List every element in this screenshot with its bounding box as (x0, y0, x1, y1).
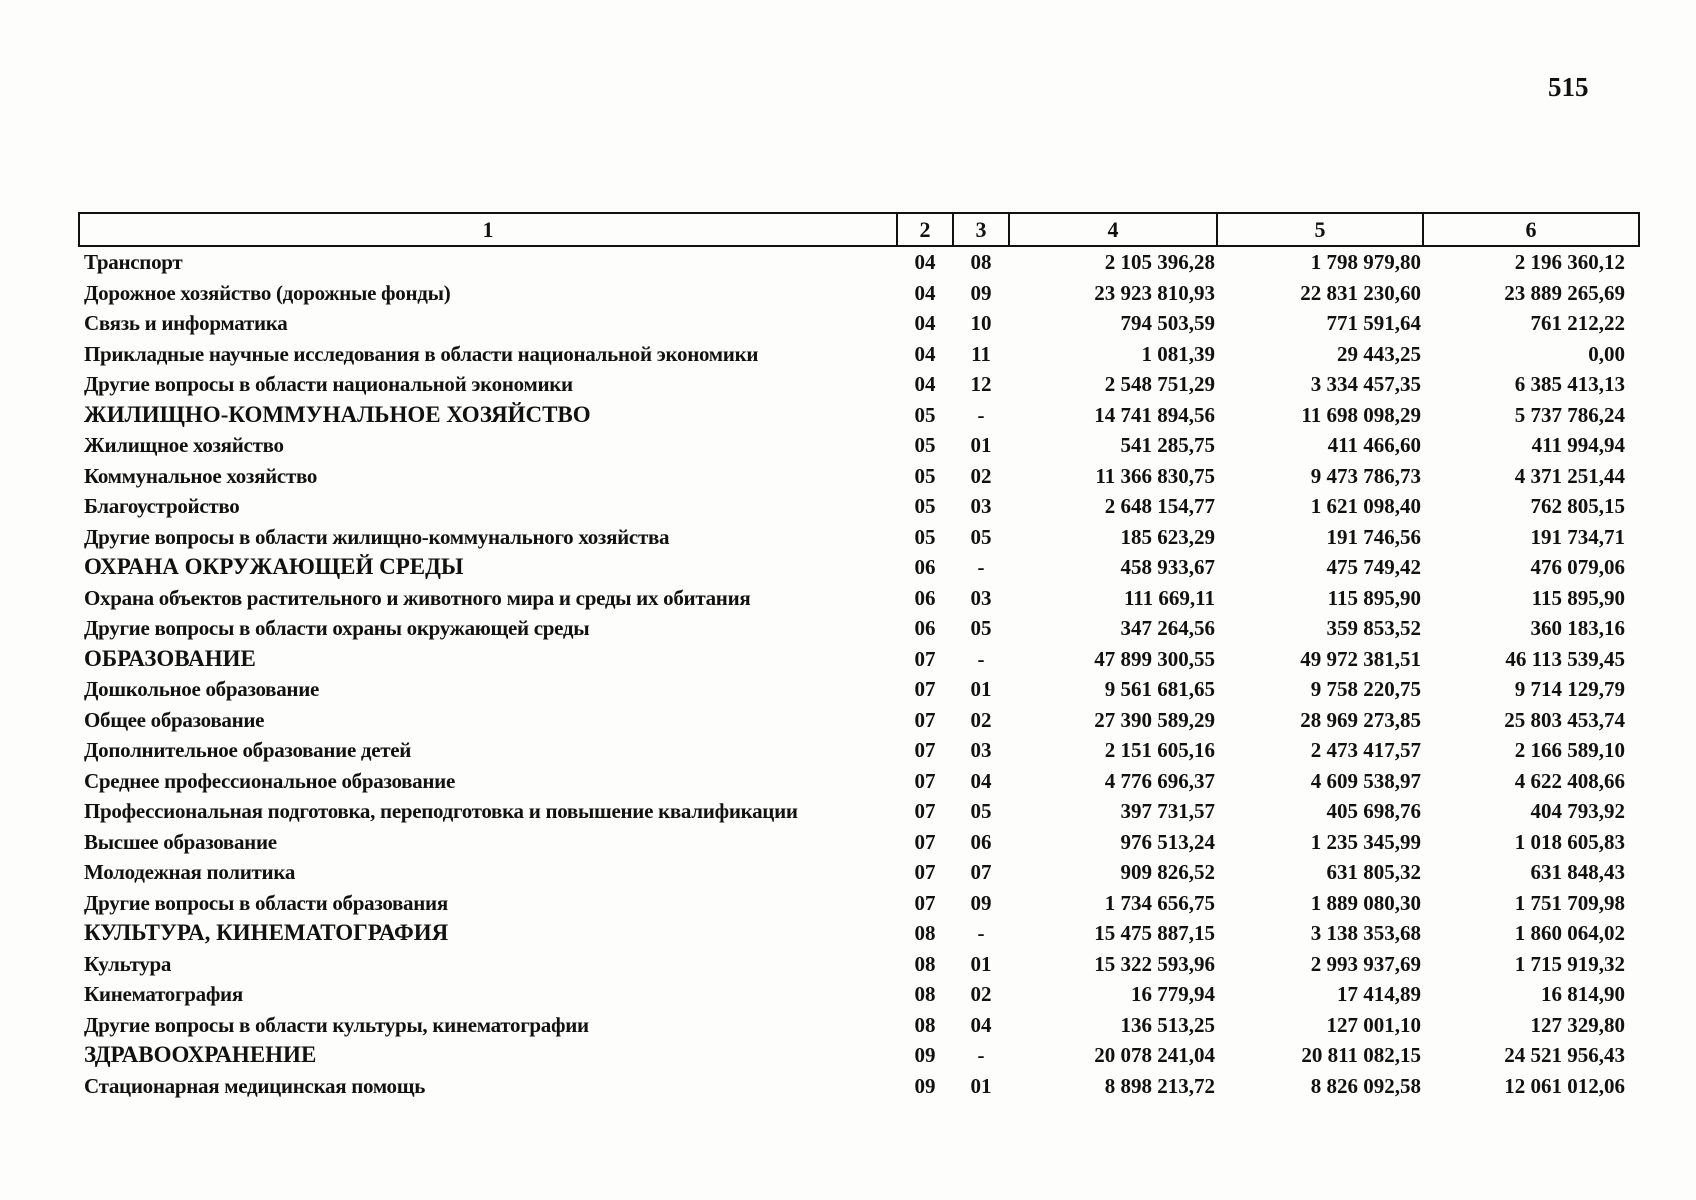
row-value-col4: 2 105 396,28 (1104, 250, 1215, 275)
row-value-col5: 127 001,10 (1326, 1012, 1421, 1037)
row-value-col5: 771 591,64 (1326, 311, 1421, 336)
row-subsection-code: 02 (970, 707, 992, 732)
row-section-code: 07 (914, 738, 936, 763)
row-section-code: 07 (914, 707, 936, 732)
row-value-col6: 24 521 956,43 (1504, 1043, 1625, 1068)
row-value-col4: 9 561 681,65 (1104, 677, 1215, 702)
row-value-col6: 476 079,06 (1530, 555, 1625, 580)
row-value-col6: 762 805,15 (1530, 494, 1625, 519)
table-row (79, 796, 1639, 827)
table-row (79, 278, 1639, 309)
row-section-code: 07 (914, 799, 936, 824)
row-value-col5: 20 811 082,15 (1301, 1043, 1421, 1068)
row-value-col4: 111 669,11 (1123, 585, 1215, 610)
row-value-col6: 411 994,94 (1531, 433, 1625, 458)
row-value-col6: 9 714 129,79 (1514, 677, 1625, 702)
row-name: Связь и информатика (84, 311, 288, 336)
row-value-col6: 404 793,92 (1530, 799, 1625, 824)
header-row (79, 213, 1639, 246)
section-row (79, 644, 1639, 675)
row-section-code: 04 (914, 280, 936, 305)
row-value-col4: 20 078 241,04 (1094, 1043, 1215, 1068)
row-section-code: 05 (914, 402, 936, 427)
row-value-col5: 191 746,56 (1326, 524, 1421, 549)
row-name: Среднее профессиональное образование (84, 768, 456, 793)
table-row (79, 430, 1639, 461)
row-value-col4: 909 826,52 (1120, 860, 1215, 885)
row-name: Профессиональная подготовка, переподготовка и повышение квалификации (84, 799, 798, 824)
row-section-code: 05 (914, 494, 936, 519)
row-name: Высшее образование (84, 829, 277, 854)
row-name: Охрана объектов растительного и животного мира и среды их обитания (84, 585, 751, 610)
row-value-col5: 9 473 786,73 (1310, 463, 1421, 488)
row-value-col5: 17 414,89 (1337, 982, 1421, 1007)
row-subsection-code: 03 (970, 494, 992, 519)
row-value-col5: 359 853,52 (1326, 616, 1421, 641)
row-section-code: 07 (914, 890, 936, 915)
row-subsection-code: 12 (970, 372, 992, 397)
row-subsection-code: 09 (970, 280, 992, 305)
row-name: Другие вопросы в области культуры, кинематографии (84, 1012, 589, 1037)
row-name: Дополнительное образование детей (84, 738, 412, 763)
row-value-col4: 47 899 300,55 (1094, 646, 1215, 671)
row-subsection-code: 01 (970, 433, 992, 458)
row-value-col6: 360 183,16 (1530, 616, 1625, 641)
row-value-col5: 411 466,60 (1327, 433, 1421, 458)
row-subsection-code: 04 (970, 1012, 992, 1037)
row-value-col5: 28 969 273,85 (1300, 707, 1421, 732)
column-header-3: 3 (953, 213, 1009, 246)
row-name: Культура (84, 951, 172, 976)
row-value-col4: 976 513,24 (1120, 829, 1215, 854)
row-section-code: 04 (914, 311, 936, 336)
row-section-code: 07 (914, 646, 936, 671)
column-header-6: 6 (1423, 213, 1639, 246)
row-section-code: 08 (914, 921, 936, 946)
page-number: 515 (1548, 72, 1589, 102)
row-value-col5: 22 831 230,60 (1300, 280, 1421, 305)
row-section-code: 05 (914, 433, 936, 458)
row-subsection-code: - (977, 921, 985, 946)
row-value-col4: 23 923 810,93 (1094, 280, 1215, 305)
row-name: ЖИЛИЩНО-КОММУНАЛЬНОЕ ХОЗЯЙСТВО (84, 401, 591, 427)
row-value-col6: 0,00 (1588, 341, 1625, 366)
row-subsection-code: 01 (970, 1073, 992, 1098)
row-subsection-code: 07 (970, 860, 992, 885)
row-subsection-code: 02 (970, 463, 992, 488)
row-value-col5: 1 235 345,99 (1310, 829, 1421, 854)
row-name: Благоустройство (84, 494, 240, 519)
row-value-col6: 6 385 413,13 (1514, 372, 1625, 397)
row-value-col5: 8 826 092,58 (1310, 1073, 1421, 1098)
row-value-col4: 458 933,67 (1120, 555, 1215, 580)
row-value-col5: 29 443,25 (1337, 341, 1421, 366)
table-row (79, 246, 1639, 278)
row-name: Другие вопросы в области охраны окружающей среды (84, 616, 590, 641)
row-value-col5: 475 749,42 (1326, 555, 1421, 580)
row-subsection-code: 01 (970, 677, 992, 702)
row-value-col6: 4 622 408,66 (1514, 768, 1625, 793)
row-value-col5: 2 993 937,69 (1310, 951, 1421, 976)
row-value-col5: 115 895,90 (1327, 585, 1421, 610)
row-value-col6: 761 212,22 (1530, 311, 1625, 336)
row-section-code: 05 (914, 524, 936, 549)
row-value-col4: 1 081,39 (1141, 341, 1215, 366)
row-value-col5: 1 889 080,30 (1310, 890, 1421, 915)
table-row (79, 949, 1639, 980)
row-subsection-code: 09 (970, 890, 992, 915)
row-value-col6: 4 371 251,44 (1514, 463, 1625, 488)
row-section-code: 07 (914, 860, 936, 885)
row-value-col5: 3 334 457,35 (1310, 372, 1421, 397)
table-row (79, 522, 1639, 553)
row-value-col4: 2 151 605,16 (1104, 738, 1215, 763)
table-row (79, 827, 1639, 858)
row-value-col5: 2 473 417,57 (1310, 738, 1421, 763)
row-value-col5: 49 972 381,51 (1300, 646, 1421, 671)
row-subsection-code: - (977, 402, 985, 427)
row-subsection-code: 01 (970, 951, 992, 976)
table-row (79, 857, 1639, 888)
row-section-code: 08 (914, 1012, 936, 1037)
row-value-col4: 14 741 894,56 (1094, 402, 1215, 427)
row-value-col4: 16 779,94 (1131, 982, 1215, 1007)
row-section-code: 06 (914, 555, 936, 580)
row-subsection-code: 10 (970, 311, 992, 336)
row-name: Другие вопросы в области национальной экономики (84, 372, 573, 397)
row-subsection-code: 02 (970, 982, 992, 1007)
row-name: Стационарная медицинская помощь (84, 1073, 425, 1098)
row-value-col6: 631 848,43 (1530, 860, 1625, 885)
section-row (79, 552, 1639, 583)
row-name: Дорожное хозяйство (дорожные фонды) (84, 280, 451, 305)
row-name: Общее образование (84, 707, 265, 732)
row-section-code: 07 (914, 677, 936, 702)
row-value-col4: 8 898 213,72 (1104, 1073, 1215, 1098)
row-name: ОХРАНА ОКРУЖАЮЩЕЙ СРЕДЫ (84, 554, 464, 580)
row-section-code: 07 (914, 768, 936, 793)
row-name: Транспорт (84, 250, 183, 275)
table-row (79, 1071, 1639, 1102)
table-row (79, 674, 1639, 705)
table-body (79, 246, 1639, 1101)
row-value-col6: 115 895,90 (1531, 585, 1625, 610)
row-value-col4: 794 503,59 (1120, 311, 1215, 336)
row-value-col6: 1 715 919,32 (1514, 951, 1625, 976)
row-subsection-code: 06 (970, 829, 992, 854)
row-value-col5: 9 758 220,75 (1310, 677, 1421, 702)
row-value-col4: 15 322 593,96 (1094, 951, 1215, 976)
row-value-col5: 4 609 538,97 (1310, 768, 1421, 793)
row-value-col6: 2 196 360,12 (1514, 250, 1625, 275)
table-row (79, 705, 1639, 736)
row-value-col4: 347 264,56 (1120, 616, 1215, 641)
row-value-col6: 1 018 605,83 (1514, 829, 1625, 854)
row-subsection-code: - (977, 555, 985, 580)
row-value-col6: 25 803 453,74 (1504, 707, 1625, 732)
row-value-col5: 1 621 098,40 (1310, 494, 1421, 519)
section-row (79, 400, 1639, 431)
column-header-4: 4 (1009, 213, 1217, 246)
row-value-col4: 185 623,29 (1120, 524, 1215, 549)
row-subsection-code: 11 (971, 341, 991, 366)
row-name: КУЛЬТУРА, КИНЕМАТОГРАФИЯ (84, 920, 449, 946)
row-subsection-code: 08 (970, 250, 992, 275)
row-section-code: 07 (914, 829, 936, 854)
row-value-col4: 4 776 696,37 (1104, 768, 1215, 793)
column-header-5: 5 (1217, 213, 1423, 246)
table-row (79, 491, 1639, 522)
row-section-code: 09 (914, 1073, 936, 1098)
table-row (79, 583, 1639, 614)
row-section-code: 06 (914, 616, 936, 641)
column-header-2: 2 (897, 213, 953, 246)
table-row (79, 888, 1639, 919)
table-row (79, 308, 1639, 339)
row-value-col6: 191 734,71 (1530, 524, 1625, 549)
table-row (79, 766, 1639, 797)
row-value-col4: 136 513,25 (1120, 1012, 1215, 1037)
table-row (79, 369, 1639, 400)
row-section-code: 08 (914, 982, 936, 1007)
row-value-col6: 127 329,80 (1530, 1012, 1625, 1037)
row-value-col6: 2 166 589,10 (1514, 738, 1625, 763)
row-subsection-code: 05 (970, 799, 992, 824)
row-section-code: 04 (914, 372, 936, 397)
row-name: Дошкольное образование (84, 677, 320, 702)
row-value-col4: 15 475 887,15 (1094, 921, 1215, 946)
row-value-col5: 3 138 353,68 (1310, 921, 1421, 946)
row-value-col4: 27 390 589,29 (1094, 707, 1215, 732)
row-value-col6: 46 113 539,45 (1505, 646, 1625, 671)
row-value-col6: 12 061 012,06 (1504, 1073, 1625, 1098)
row-name: Коммунальное хозяйство (84, 463, 318, 488)
row-subsection-code: 03 (970, 738, 992, 763)
section-row (79, 1040, 1639, 1071)
row-name: Прикладные научные исследования в области национальной экономики (84, 341, 759, 366)
column-header-1: 1 (79, 213, 897, 246)
row-section-code: 05 (914, 463, 936, 488)
row-name: Другие вопросы в области жилищно-коммунального хозяйства (84, 524, 670, 549)
row-section-code: 04 (914, 341, 936, 366)
row-subsection-code: - (977, 1043, 985, 1068)
budget-table (78, 212, 1640, 1101)
row-name: Кинематография (84, 982, 243, 1007)
row-name: Молодежная политика (84, 860, 296, 885)
table-row (79, 613, 1639, 644)
row-value-col4: 397 731,57 (1120, 799, 1215, 824)
table-row (79, 461, 1639, 492)
row-value-col5: 1 798 979,80 (1310, 250, 1421, 275)
row-value-col5: 405 698,76 (1326, 799, 1421, 824)
row-subsection-code: 03 (970, 585, 992, 610)
row-value-col4: 1 734 656,75 (1104, 890, 1215, 915)
row-value-col6: 16 814,90 (1541, 982, 1625, 1007)
table-header (79, 213, 1639, 246)
row-value-col6: 5 737 786,24 (1514, 402, 1625, 427)
row-value-col4: 2 548 751,29 (1104, 372, 1215, 397)
row-value-col5: 631 805,32 (1326, 860, 1421, 885)
section-row (79, 918, 1639, 949)
row-value-col5: 11 698 098,29 (1301, 402, 1421, 427)
table-row (79, 979, 1639, 1010)
row-name: Другие вопросы в области образования (84, 890, 448, 915)
row-value-col6: 23 889 265,69 (1504, 280, 1625, 305)
table-row (79, 339, 1639, 370)
row-value-col6: 1 860 064,02 (1514, 921, 1625, 946)
row-section-code: 04 (914, 250, 936, 275)
row-value-col6: 1 751 709,98 (1514, 890, 1625, 915)
table-row (79, 1010, 1639, 1041)
row-section-code: 09 (914, 1043, 936, 1068)
row-section-code: 06 (914, 585, 936, 610)
table-row (79, 735, 1639, 766)
row-name: ОБРАЗОВАНИЕ (84, 645, 256, 671)
row-name: Жилищное хозяйство (84, 433, 284, 458)
row-value-col4: 541 285,75 (1120, 433, 1215, 458)
row-subsection-code: - (977, 646, 985, 671)
row-subsection-code: 05 (970, 616, 992, 641)
row-subsection-code: 04 (970, 768, 992, 793)
row-value-col4: 11 366 830,75 (1095, 463, 1215, 488)
row-name: ЗДРАВООХРАНЕНИЕ (84, 1042, 317, 1068)
row-section-code: 08 (914, 951, 936, 976)
row-value-col4: 2 648 154,77 (1104, 494, 1215, 519)
row-subsection-code: 05 (970, 524, 992, 549)
